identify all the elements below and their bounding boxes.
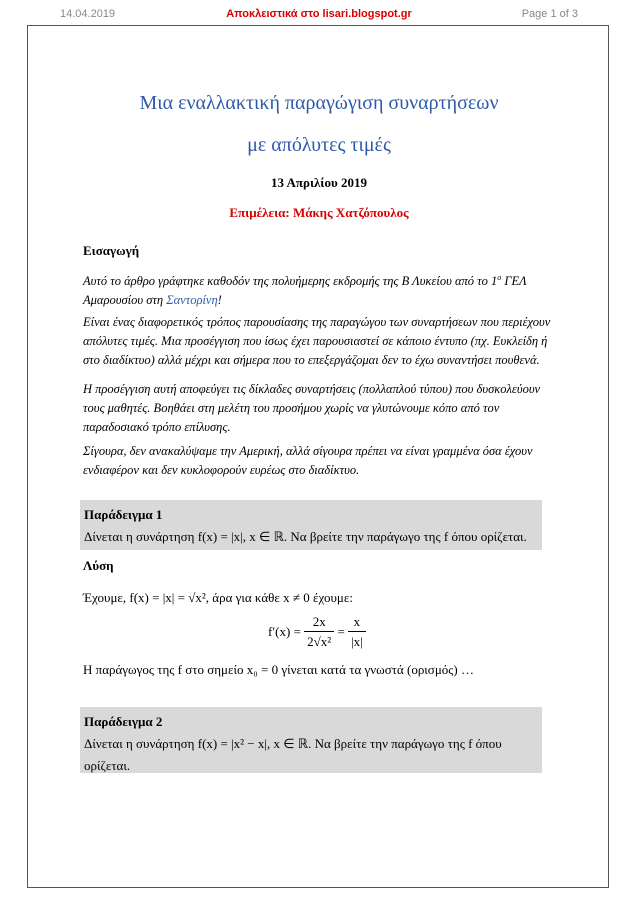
doc-date: 13 Απριλίου 2019 (271, 175, 367, 190)
intro-paragraph-2: Είναι ένας διαφορετικός τρόπος παρουσίασης της παραγώγου των συναρτήσεων που περιέχουν απόλυτες τιμές. Μια προσέγγιση που ίσως έχει παρουσιαστεί σε κάποιο έντυπο (πχ. Ευκλείδη ή στο διαδίκτυο) αλλά μέχρι και σήμερα που το επεξεργάζομαι δεν το έχω συναντήσει πουθενά. (83, 315, 551, 367)
intro-paragraph-1 (83, 268, 553, 310)
intro-p1-sup: ο (497, 273, 502, 282)
ex1-formula: f(x) = |x|, x ∈ ℝ (197, 529, 284, 544)
ex2-text-b: . Να βρείτε την παράγωγο της f όπου (308, 736, 502, 751)
doc-title-line2: με απόλυτες τιμές (247, 134, 391, 156)
ex1-text-a: Δίνεται η συνάρτηση (84, 529, 198, 544)
solution-heading: Λύση (83, 558, 114, 573)
ex1-text-b: . Να βρείτε την παράγωγο της f όπου ορίζεται. (283, 529, 527, 544)
intro-heading: Εισαγωγή (83, 243, 140, 258)
intro-p1-text-b: ΓΕΛ Αμαρουσίου στη (83, 274, 527, 308)
sol-end-point: x₀ = 0 (246, 662, 279, 677)
example-2-statement (84, 733, 538, 755)
deriv-num-1: 2x (304, 612, 334, 632)
deriv-fraction-2 (348, 612, 366, 651)
example-1-title: Παράδειγμα 1 (84, 507, 163, 522)
sol-text-b: , άρα για κάθε (205, 590, 284, 605)
page-header (0, 8, 638, 24)
header-date: 14.04.2019 (60, 8, 116, 20)
derivative-equation (268, 612, 366, 651)
sol-text-c: έχουμε: (309, 590, 353, 605)
doc-title-line1: Μια εναλλακτική παραγώγιση συναρτήσεων (139, 92, 499, 114)
deriv-fraction-1 (304, 612, 334, 651)
deriv-equals: = (337, 624, 345, 639)
sol-text-a: Έχουμε, (83, 590, 130, 605)
intro-paragraph-4: Σίγουρα, δεν ανακαλύψαμε την Αμερική, αλλά σίγουρα πρέπει να είναι γραμμένα όσα έχουν ενδιαφέρον και δεν κυκλοφορούν ευρέως στο διαδίκτυο. (83, 444, 533, 477)
deriv-den-2: |x| (351, 634, 363, 649)
intro-p1-text: Αυτό το άρθρο γράφτηκε καθοδόν της πολυήμερης εκδρομής της Β Λυκείου από το 1 (83, 274, 498, 289)
sol-condition: x ≠ 0 (283, 590, 310, 605)
intro-paragraph-3: Η προσέγγιση αυτή αποφεύγει τις δίκλαδες συναρτήσεις (πολλαπλού τύπου) που δυσκολεύουν τους μαθητές. Βοηθάει στη μελέτη του προσήμου χωρίς να γλυτώνουμε κόπο από τον παραδοσιακό τρόπο επίλυσης. (83, 382, 541, 434)
santorini-link[interactable]: Σαντορίνη (166, 293, 218, 308)
sol-end-text-b: γίνεται κατά τα γνωστά (ορισμός) … (278, 662, 475, 677)
doc-editor: Επιμέλεια: Μάκης Χατζόπουλος (229, 205, 409, 220)
example-2-title: Παράδειγμα 2 (84, 714, 163, 729)
sol-formula: f(x) = |x| = √x² (129, 590, 206, 605)
ex2-formula: f(x) = |x² − x|, x ∈ ℝ (197, 736, 309, 751)
deriv-num-2: x (348, 612, 366, 632)
header-site-link[interactable]: Αποκλειστικά στο lisari.blogspot.gr (226, 8, 412, 20)
intro-p1-text-c: ! (217, 293, 222, 308)
solution-conclusion (83, 660, 553, 679)
ex2-text-a: Δίνεται η συνάρτηση (84, 736, 198, 751)
example-1-box (80, 500, 542, 550)
sol-end-text-a: Η παράγωγος της f στο σημείο (83, 662, 247, 677)
example-1-statement (84, 526, 538, 548)
example-2-box (80, 707, 542, 773)
deriv-den-1: 2√x² (307, 634, 332, 649)
solution-line-1 (83, 588, 553, 607)
header-page-number: Page 1 of 3 (521, 8, 578, 20)
deriv-lhs: f′(x) = (268, 624, 301, 639)
example-2-statement-cont: ορίζεται. (84, 758, 131, 773)
